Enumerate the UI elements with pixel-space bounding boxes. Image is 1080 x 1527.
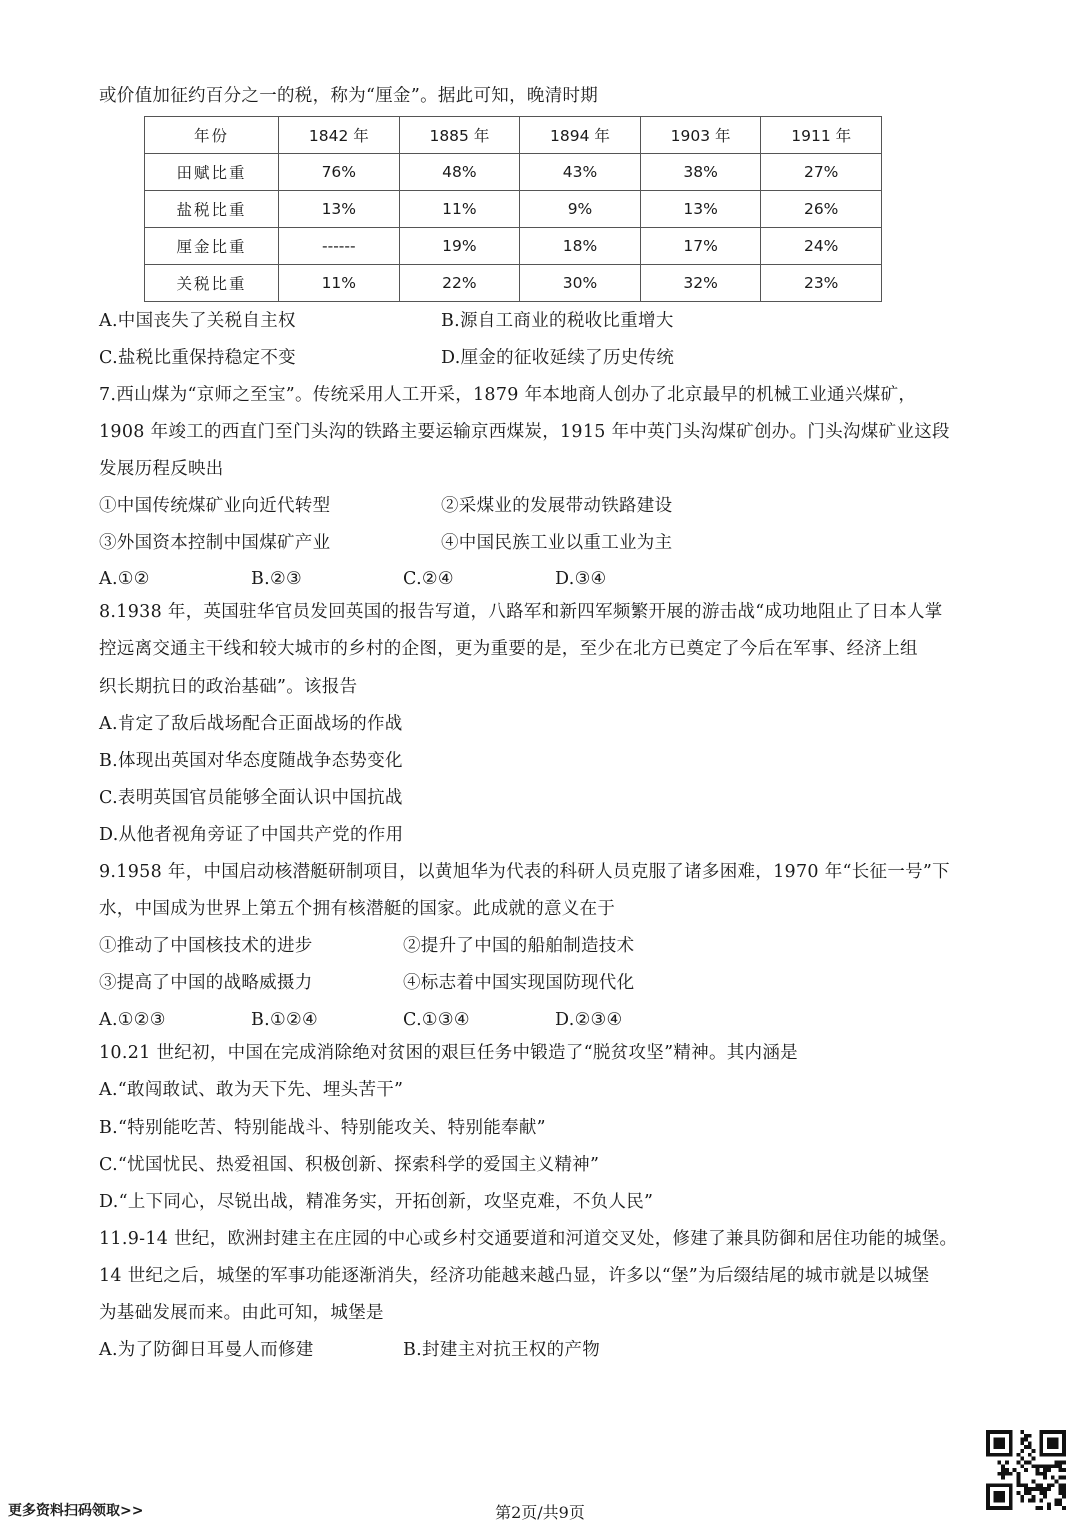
table-row-label: 田赋比重 (145, 154, 279, 191)
table-cell: 48% (399, 154, 520, 191)
question-8-stem: 控远离交通主干线和较大城市的乡村的企图，更为重要的是，至少在北方已奠定了今后在军事、经济上组 (99, 639, 918, 659)
question-7-option-a: A.①② (99, 569, 150, 589)
question-10-option-b: B.“特别能吃苦、特别能战斗、特别能攻关、特别能奉献” (99, 1118, 546, 1138)
question-6-stem: 或价值加征约百分之一的税，称为“厘金”。据此可知，晚清时期 (99, 86, 599, 106)
question-7-statement-4: ④中国民族工业以重工业为主 (441, 533, 673, 553)
question-8-option-b: B.体现出英国对华态度随战争态势变化 (99, 751, 403, 771)
table-cell: ------ (279, 228, 400, 265)
question-8-option-d: D.从他者视角旁证了中国共产党的作用 (99, 825, 404, 845)
table-header-cell: 1894 年 (520, 117, 641, 154)
table-header-row (145, 117, 882, 154)
question-6-option-b: B.源自工商业的税收比重增大 (441, 311, 674, 331)
table-row-label: 厘金比重 (145, 228, 279, 265)
page-number: 第2页/共9页 (495, 1503, 585, 1522)
question-7-option-c: C.②④ (403, 569, 454, 589)
footer-promo-link[interactable]: 更多资料扫码领取>> (8, 1503, 144, 1519)
question-8-stem: 8.1938 年，英国驻华官员发回英国的报告写道，八路军和新四军频繁开展的游击战“成功地阻止了日本人掌 (99, 602, 943, 622)
table-cell: 32% (640, 265, 761, 302)
table-header-cell: 1903 年 (640, 117, 761, 154)
table-header-cell: 年份 (145, 117, 279, 154)
qr-code-icon[interactable] (986, 1430, 1066, 1510)
question-9-statement-4: ④标志着中国实现国防现代化 (403, 973, 635, 993)
table-cell: 26% (761, 191, 882, 228)
question-7-statement-1: ①中国传统煤矿业向近代转型 (99, 496, 331, 516)
table-row (145, 191, 882, 228)
table-cell: 11% (399, 191, 520, 228)
qr-module-group (986, 1430, 1066, 1510)
table-row (145, 228, 882, 265)
question-10-option-a: A.“敢闯敢试、敢为天下先、埋头苦干” (99, 1080, 404, 1100)
question-9-statement-3: ③提高了中国的战略威摄力 (99, 973, 313, 993)
table-cell: 38% (640, 154, 761, 191)
question-9-option-d: D.②③④ (555, 1010, 623, 1030)
table-cell: 11% (279, 265, 400, 302)
question-6-option-d: D.厘金的征收延续了历史传统 (441, 348, 675, 368)
table-cell: 19% (399, 228, 520, 265)
question-7-stem: 7.西山煤为“京师之至宝”。传统采用人工开采，1879 年本地商人创办了北京最早的机械工业通兴煤矿， (99, 385, 917, 405)
table-cell: 9% (520, 191, 641, 228)
question-7-stem: 发展历程反映出 (99, 459, 224, 479)
table-cell: 23% (761, 265, 882, 302)
question-11-option-b: B.封建主对抗王权的产物 (403, 1340, 601, 1360)
tax-table (144, 116, 882, 302)
question-7-stem: 1908 年竣工的西直门至门头沟的铁路主要运输京西煤炭，1915 年中英门头沟煤矿创办。门头沟煤矿业这段 (99, 422, 950, 442)
table-cell: 18% (520, 228, 641, 265)
question-6-option-a: A.中国丧失了关税自主权 (99, 311, 296, 331)
question-11-stem: 为基础发展而来。由此可知，城堡是 (99, 1303, 384, 1323)
question-10-stem: 10.21 世纪初，中国在完成消除绝对贫困的艰巨任务中锻造了“脱贫攻坚”精神。其内涵是 (99, 1043, 798, 1063)
question-9-option-a: A.①②③ (99, 1010, 166, 1030)
table-row (145, 265, 882, 302)
question-7-statement-2: ②采煤业的发展带动铁路建设 (441, 496, 673, 516)
question-9-statement-2: ②提升了中国的船舶制造技术 (403, 936, 635, 956)
table-cell: 76% (279, 154, 400, 191)
question-9-stem: 9.1958 年，中国启动核潜艇研制项目，以黄旭华为代表的科研人员克服了诸多困难，1970 年“长征一号”下 (99, 862, 950, 882)
question-9-statement-1: ①推动了中国核技术的进步 (99, 936, 313, 956)
question-8-option-c: C.表明英国官员能够全面认识中国抗战 (99, 788, 403, 808)
question-8-option-a: A.肯定了敌后战场配合正面战场的作战 (99, 714, 403, 734)
table-cell: 22% (399, 265, 520, 302)
question-11-option-a: A.为了防御日耳曼人而修建 (99, 1340, 314, 1360)
table-cell: 13% (640, 191, 761, 228)
question-7-option-b: B.②③ (251, 569, 302, 589)
question-10-option-d: D.“上下同心，尽锐出战，精准务实，开拓创新，攻坚克难，不负人民” (99, 1192, 654, 1212)
question-7-option-d: D.③④ (555, 569, 607, 589)
table-cell: 13% (279, 191, 400, 228)
question-10-option-c: C.“忧国忧民、热爱祖国、积极创新、探索科学的爱国主义精神” (99, 1155, 600, 1175)
question-7-statement-3: ③外国资本控制中国煤矿产业 (99, 533, 331, 553)
table-row-label: 盐税比重 (145, 191, 279, 228)
question-11-stem: 14 世纪之后，城堡的军事功能逐渐消失，经济功能越来越凸显，许多以“堡”为后缀结尾的城市就是以城堡 (99, 1266, 930, 1286)
question-11-stem: 11.9-14 世纪，欧洲封建主在庄园的中心或乡村交通要道和河道交叉处，修建了兼具防御和居住功能的城堡。 (99, 1229, 958, 1249)
table-header-cell: 1911 年 (761, 117, 882, 154)
question-6-option-c: C.盐税比重保持稳定不变 (99, 348, 296, 368)
table-cell: 30% (520, 265, 641, 302)
table-cell: 24% (761, 228, 882, 265)
question-8-stem: 织长期抗日的政治基础”。该报告 (99, 677, 358, 697)
table-cell: 17% (640, 228, 761, 265)
question-9-option-b: B.①②④ (251, 1010, 318, 1030)
table-cell: 43% (520, 154, 641, 191)
table-header-cell: 1842 年 (279, 117, 400, 154)
question-9-stem: 水，中国成为世界上第五个拥有核潜艇的国家。此成就的意义在于 (99, 899, 616, 919)
table-cell: 27% (761, 154, 882, 191)
table-header-cell: 1885 年 (399, 117, 520, 154)
table-row (145, 154, 882, 191)
question-9-option-c: C.①③④ (403, 1010, 470, 1030)
table-row-label: 关税比重 (145, 265, 279, 302)
